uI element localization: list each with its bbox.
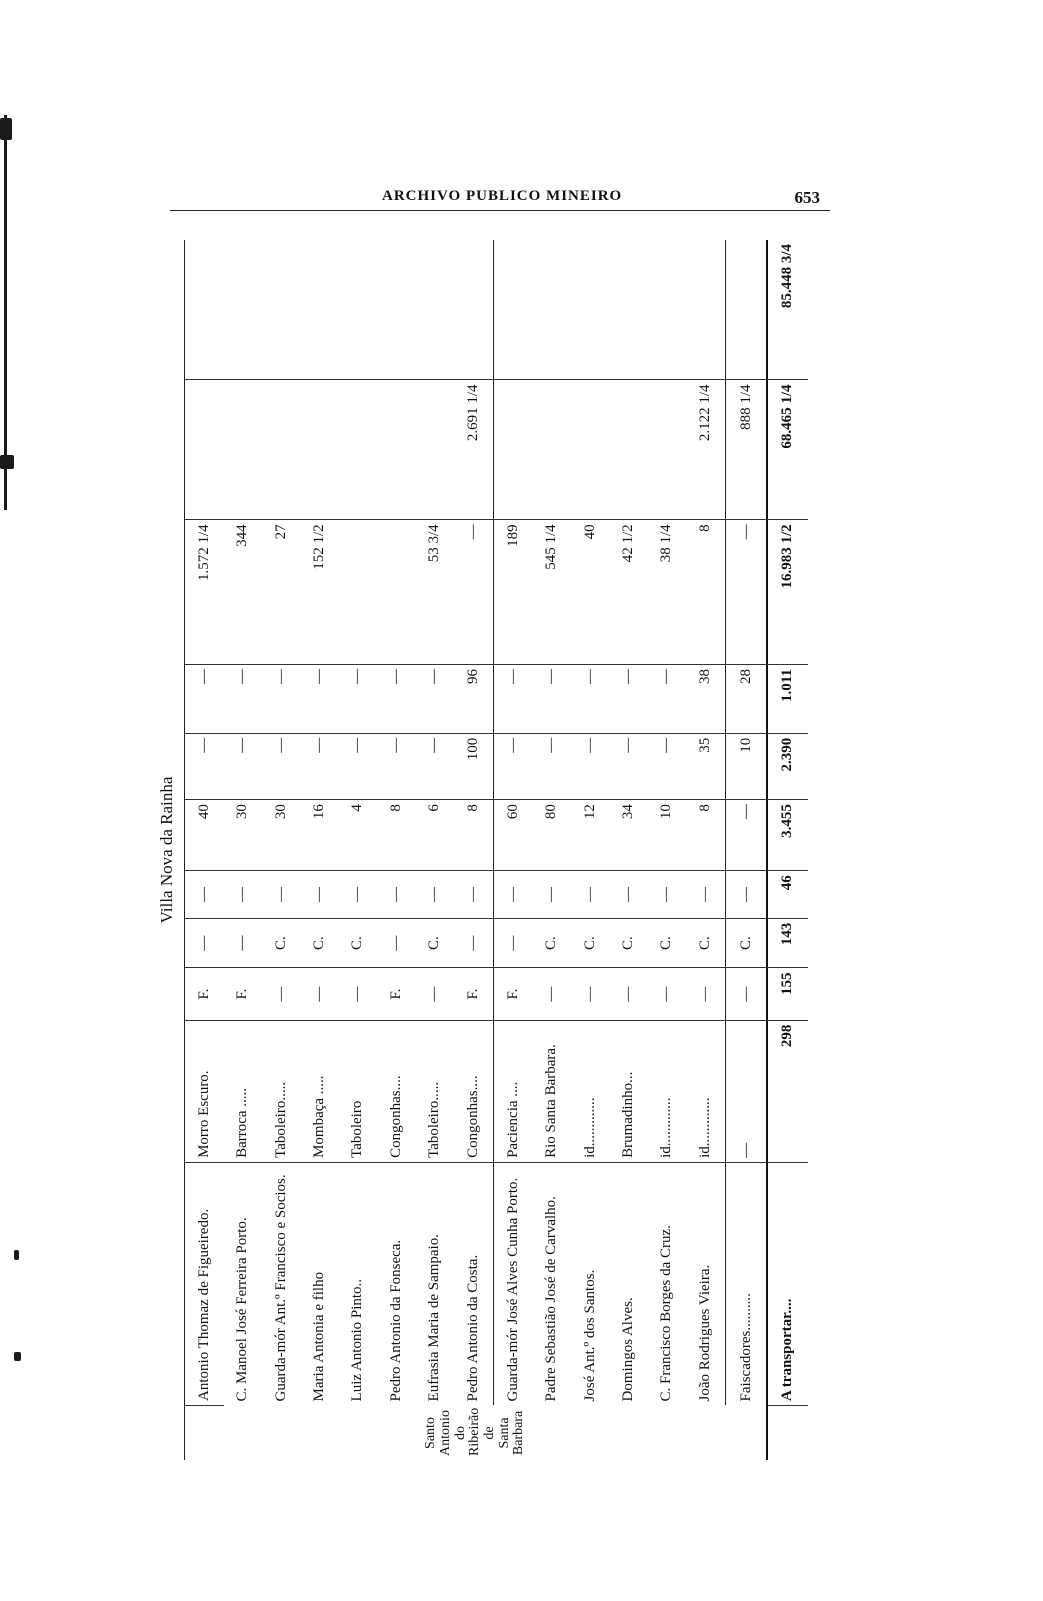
value-cell: — — [339, 665, 377, 734]
value-cell: — — [726, 520, 768, 665]
value-cell — [494, 380, 533, 520]
c-cell: C. — [339, 918, 377, 968]
c2-cell: — — [610, 871, 648, 918]
table-row — [726, 240, 768, 1460]
f-cell: F. — [454, 968, 493, 1020]
c2-cell: — — [648, 871, 686, 918]
value-cell: — — [571, 733, 609, 799]
value-cell — [726, 240, 768, 380]
c2-cell: — — [533, 871, 571, 918]
place-cell: Rio Santa Barbara. — [533, 1020, 571, 1162]
value-cell: 8 — [686, 520, 725, 665]
value-cell: 53 3/4 — [416, 520, 454, 665]
value-cell: — — [648, 733, 686, 799]
value-cell: 40 — [571, 520, 609, 665]
c-cell: C. — [726, 918, 768, 968]
value-cell: — — [377, 733, 415, 799]
c-cell: C. — [686, 918, 725, 968]
value-cell — [262, 240, 300, 380]
value-cell — [648, 380, 686, 520]
table-row — [571, 240, 609, 1460]
value-cell — [262, 380, 300, 520]
total-cell: 2.390 — [767, 733, 808, 799]
f-cell: — — [301, 968, 339, 1020]
total-cell: 3.455 — [767, 800, 808, 871]
value-cell: 545 1/4 — [533, 520, 571, 665]
total-cell: 155 — [767, 968, 808, 1020]
c-cell: — — [224, 918, 262, 968]
value-cell: — — [185, 665, 224, 734]
place-cell: id............. — [571, 1020, 609, 1162]
table-row — [185, 240, 224, 1460]
total-cell: 85.448 3/4 — [767, 240, 808, 380]
table-row — [377, 240, 415, 1460]
value-cell: 6 — [416, 800, 454, 871]
value-cell: — — [416, 665, 454, 734]
value-cell: — — [648, 665, 686, 734]
total-label: A transportar.... — [767, 1162, 808, 1405]
value-cell — [224, 380, 262, 520]
value-cell: 28 — [726, 665, 768, 734]
value-cell: 30 — [224, 800, 262, 871]
value-cell: 8 — [377, 800, 415, 871]
scan-mark — [0, 455, 14, 469]
value-cell: — — [533, 733, 571, 799]
value-cell: — — [494, 733, 533, 799]
value-cell: 80 — [533, 800, 571, 871]
c-cell: C. — [301, 918, 339, 968]
table-row — [416, 240, 454, 1460]
value-cell — [185, 240, 224, 380]
c2-cell: — — [339, 871, 377, 918]
value-cell: 344 — [224, 520, 262, 665]
c2-cell: — — [377, 871, 415, 918]
value-cell: 38 1/4 — [648, 520, 686, 665]
place-cell: id............. — [686, 1020, 725, 1162]
place-cell: — — [726, 1020, 768, 1162]
c2-cell: — — [224, 871, 262, 918]
place-cell: Taboleiro — [339, 1020, 377, 1162]
c-cell: — — [377, 918, 415, 968]
value-cell — [571, 240, 609, 380]
owner-cell: Faiscadores.......... — [726, 1162, 768, 1405]
value-cell: 8 — [454, 800, 493, 871]
place-cell: Congonhas.... — [377, 1020, 415, 1162]
value-cell: 10 — [648, 800, 686, 871]
f-cell: — — [726, 968, 768, 1020]
value-cell — [571, 380, 609, 520]
owner-cell: João Rodrigues Vieira. — [697, 1264, 713, 1402]
value-cell: 8 — [686, 800, 725, 871]
value-cell — [494, 240, 533, 380]
owner-cell: C. Manoel José Ferreira Porto. — [234, 1217, 251, 1402]
owner-cell: Pedro Antonio da Fonseca. — [387, 1239, 404, 1402]
f-cell: — — [686, 968, 725, 1020]
scan-edge-bar — [4, 115, 7, 510]
value-cell: — — [377, 665, 415, 734]
f-cell: — — [648, 968, 686, 1020]
place-cell: Brumadinho... — [610, 1020, 648, 1162]
table-row — [533, 240, 571, 1460]
f-cell: — — [571, 968, 609, 1020]
total-cell: 68.465 1/4 — [767, 380, 808, 520]
value-cell: 40 — [185, 800, 224, 871]
table-row — [494, 240, 533, 1460]
f-cell: F. — [494, 968, 533, 1020]
value-cell — [533, 380, 571, 520]
c-cell: C. — [416, 918, 454, 968]
value-cell: 27 — [262, 520, 300, 665]
value-cell — [377, 380, 415, 520]
c-cell: — — [185, 918, 224, 968]
value-cell — [377, 520, 415, 665]
value-cell — [416, 240, 454, 380]
owner-cell: Guarda-mór Ant.º Francisco e Socios. — [272, 1174, 289, 1402]
f-cell: F. — [377, 968, 415, 1020]
c-cell: C. — [533, 918, 571, 968]
value-cell: 4 — [339, 800, 377, 871]
f-cell: — — [262, 968, 300, 1020]
value-cell — [339, 240, 377, 380]
value-cell: — — [301, 733, 339, 799]
value-cell — [224, 240, 262, 380]
scan-mark — [0, 118, 12, 140]
value-cell — [301, 380, 339, 520]
total-cell: 16.983 1/2 — [767, 520, 808, 665]
value-cell — [610, 240, 648, 380]
value-cell: 30 — [262, 800, 300, 871]
place-cell: Taboleiro..... — [262, 1020, 300, 1162]
c2-cell: — — [494, 871, 533, 918]
table-row — [686, 240, 725, 1460]
total-row — [767, 240, 808, 1460]
c-cell: — — [494, 918, 533, 968]
value-cell — [454, 240, 493, 380]
c2-cell: — — [454, 871, 493, 918]
c-cell: C. — [610, 918, 648, 968]
value-cell: — — [726, 800, 768, 871]
owner-cell: C. Francisco Borges da Cruz. — [658, 1225, 675, 1402]
owner-cell: Domingos Alves. — [619, 1297, 636, 1402]
value-cell: 35 — [686, 733, 725, 799]
value-cell: — — [185, 733, 224, 799]
running-header — [170, 188, 830, 211]
value-cell: — — [416, 733, 454, 799]
place-cell: Mombaça ..... — [301, 1020, 339, 1162]
value-cell: — — [339, 733, 377, 799]
value-cell — [185, 380, 224, 520]
c2-cell: — — [726, 871, 768, 918]
c2-cell: — — [185, 871, 224, 918]
value-cell: 42 1/2 — [610, 520, 648, 665]
value-cell: 888 1/4 — [726, 380, 768, 520]
value-cell: 34 — [610, 800, 648, 871]
value-cell: 60 — [494, 800, 533, 871]
place-cell: id............. — [648, 1020, 686, 1162]
value-cell: 2.691 1/4 — [454, 380, 493, 520]
table-row — [454, 240, 493, 1460]
f-cell: — — [416, 968, 454, 1020]
place-cell: Taboleiro..... — [416, 1020, 454, 1162]
c-cell: — — [454, 918, 493, 968]
table-row — [648, 240, 686, 1460]
c2-cell: — — [262, 871, 300, 918]
value-cell: 1.572 1/4 — [185, 520, 224, 665]
table-row — [301, 240, 339, 1460]
f-cell: — — [533, 968, 571, 1020]
c-cell: C. — [262, 918, 300, 968]
table-row — [339, 240, 377, 1460]
table-row — [224, 240, 262, 1460]
value-cell — [377, 240, 415, 380]
value-cell: 2.122 1/4 — [686, 380, 725, 520]
owner-cell: Antonio Thomaz de Figueiredo. — [185, 1162, 224, 1405]
value-cell: — — [610, 665, 648, 734]
value-cell — [686, 240, 725, 380]
value-cell: — — [301, 665, 339, 734]
owner-cell: Maria Antonia e filho — [310, 1271, 327, 1402]
scan-mark — [14, 1250, 19, 1260]
value-cell — [416, 380, 454, 520]
value-cell — [339, 380, 377, 520]
journal-title: ARCHIVO PUBLICO MINEIRO — [382, 188, 623, 204]
value-cell: 189 — [494, 520, 533, 665]
owner-cell: Luiz Antonio Pinto.. — [349, 1278, 366, 1402]
value-cell: — — [224, 733, 262, 799]
value-cell: — — [610, 733, 648, 799]
value-cell: — — [224, 665, 262, 734]
c2-cell: — — [571, 871, 609, 918]
region-label: Villa Nova da Rainha — [150, 240, 185, 1460]
register-table — [184, 240, 808, 1460]
f-cell: — — [610, 968, 648, 1020]
value-cell: — — [494, 665, 533, 734]
c2-cell: — — [686, 871, 725, 918]
value-cell: — — [262, 733, 300, 799]
value-cell — [648, 240, 686, 380]
value-cell: 10 — [726, 733, 768, 799]
value-cell — [339, 520, 377, 665]
value-cell: — — [262, 665, 300, 734]
total-cell: 143 — [767, 918, 808, 968]
place-cell: Barroca ..... — [224, 1020, 262, 1162]
total-cell: 46 — [767, 871, 808, 918]
c2-cell: — — [301, 871, 339, 918]
value-cell: 100 — [454, 733, 493, 799]
value-cell — [610, 380, 648, 520]
place-cell: Morro Escuro. — [185, 1020, 224, 1162]
total-cell: 298 — [767, 1020, 808, 1162]
table-row — [262, 240, 300, 1460]
total-cell: 1.011 — [767, 665, 808, 734]
value-cell: 152 1/2 — [301, 520, 339, 665]
place-cell: Paciencia .... — [494, 1020, 533, 1162]
value-cell: — — [533, 665, 571, 734]
f-cell: — — [339, 968, 377, 1020]
owner-cell: Padre Sebastião José de Carvalho. — [543, 1196, 560, 1402]
scan-mark — [14, 1352, 21, 1361]
value-cell: — — [571, 665, 609, 734]
owner-cell: José Ant.º dos Santos. — [581, 1269, 598, 1402]
f-cell: F. — [185, 968, 224, 1020]
value-cell — [533, 240, 571, 380]
page-number: 653 — [794, 188, 820, 207]
place-cell: Congonhas.... — [454, 1020, 493, 1162]
value-cell: 38 — [686, 665, 725, 734]
c-cell: C. — [648, 918, 686, 968]
c2-cell: — — [416, 871, 454, 918]
value-cell — [301, 240, 339, 380]
c-cell: C. — [571, 918, 609, 968]
owner-cell: Pedro Antonio da Costa. — [464, 1254, 481, 1402]
f-cell: F. — [224, 968, 262, 1020]
register-table-rotated — [150, 240, 810, 1460]
parish-label: Santo Antonio do Ribeirão de Santa Barbara — [185, 1405, 768, 1460]
value-cell: — — [454, 520, 493, 665]
value-cell: 96 — [454, 665, 493, 734]
owner-cell: Guarda-mór José Alves Cunha Porto. — [494, 1162, 533, 1405]
total-spacer — [767, 1405, 808, 1460]
value-cell: 12 — [571, 800, 609, 871]
value-cell: 16 — [301, 800, 339, 871]
table-row — [610, 240, 648, 1460]
owner-cell: Eufrasia Maria de Sampaio. — [426, 1234, 443, 1402]
